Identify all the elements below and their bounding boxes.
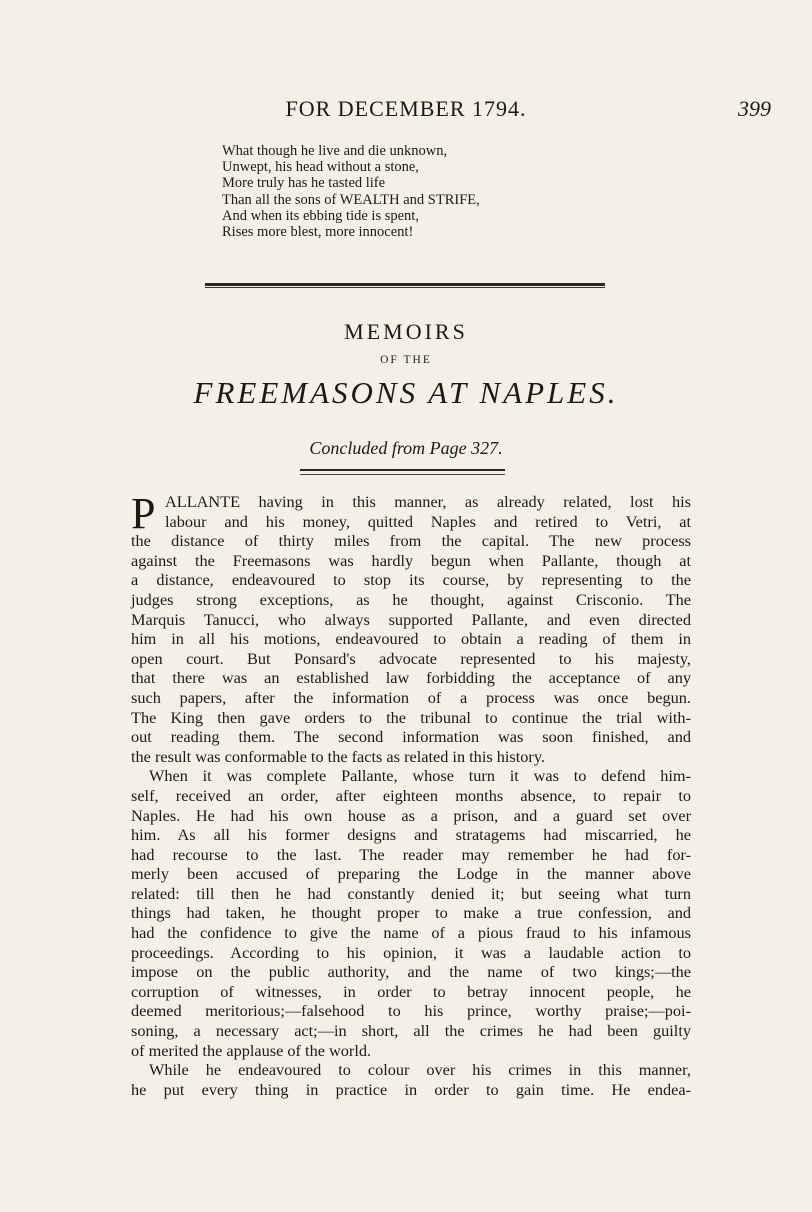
section-divider-thin [205, 287, 605, 288]
text-line: impose on the public authority, and the name of two kings;—the [131, 962, 691, 982]
article-title-of-the: OF THE [380, 354, 432, 366]
text-line: labour and his money, quitted Naples and retired to Vetri, at [165, 511, 691, 531]
running-head: FOR DECEMBER 1794. [285, 96, 527, 121]
article-title-memoirs: MEMOIRS [344, 319, 468, 344]
section-divider [205, 283, 605, 286]
text-line: him. As all his former designs and stratagems had miscarried, he [131, 825, 691, 845]
text-line: the result was conformable to the facts as related in this history. [131, 746, 545, 766]
text-line: deemed meritorious;—falsehood to his prince, worthy praise;—poi- [131, 1001, 691, 1021]
text-line: related: till then he had constantly denied it; but seeing what turn [131, 883, 691, 903]
text-line: a distance, endeavoured to stop its course, by representing to the [131, 570, 691, 590]
text-line: Marquis Tanucci, who always supported Pallante, and even directed [131, 609, 691, 629]
poem-line: More truly has he tasted life [222, 175, 386, 192]
drop-cap: P [131, 489, 156, 538]
ornamental-rule [300, 469, 505, 471]
article-subtitle: Concluded from Page 327. [309, 438, 503, 458]
poem-line: Rises more blest, more innocent! [222, 224, 414, 241]
text-line: the distance of thirty miles from the capital. The new process [131, 531, 691, 551]
text-line: The King then gave orders to the tribunal to continue the trial with- [131, 707, 691, 727]
text-line: open court. But Ponsard's advocate represented to his majesty, [131, 648, 691, 668]
poem-line: Unwept, his head without a stone, [222, 159, 419, 176]
article-body [131, 489, 691, 1099]
text-line: ALLANTE having in this manner, as already related, lost his [165, 492, 691, 511]
article-title-main: FREEMASONS AT NAPLES. [193, 375, 619, 410]
poem-line: Than all the sons of WEALTH and STRIFE, [222, 191, 480, 208]
text-line: him in all his motions, endeavoured to obtain a reading of them in [131, 629, 691, 649]
text-line: judges strong exceptions, as he thought, against Crisconio. The [131, 589, 691, 609]
text-line: out reading them. The second information was soon finished, and [131, 727, 691, 747]
text-line: When it was complete Pallante, whose turn it was to defend him- [149, 766, 691, 786]
text-line: soning, a necessary act;—in short, all the crimes he had been guilty [131, 1021, 691, 1041]
text-line: such papers, after the information of a process was once begun. [131, 687, 691, 707]
poem-line: What though he live and die unknown, [222, 143, 448, 159]
text-line: against the Freemasons was hardly begun when Pallante, though at [131, 550, 691, 570]
text-line: merly been accused of preparing the Lodge in the manner above [131, 864, 691, 884]
ornamental-rule-thin [300, 474, 505, 475]
text-line: that there was an established law forbidding the acceptance of any [131, 668, 691, 688]
text-line: While he endeavoured to colour over his crimes in this manner, [149, 1060, 691, 1080]
text-line: Naples. He had his own house as a prison, and a guard set over [131, 805, 691, 825]
text-line: proceedings. According to his opinion, it was a laudable action to [131, 942, 691, 962]
text-line: had the confidence to give the name of a pious fraud to his infamous [131, 923, 691, 943]
poem-stanza [222, 143, 552, 240]
text-line: he put every thing in practice in order to gain time. He endea- [131, 1079, 691, 1099]
poem-line: And when its ebbing tide is spent, [222, 207, 419, 224]
text-line: things had taken, he thought proper to make a true confession, and [131, 903, 691, 923]
text-line: had recourse to the last. The reader may remember he had for- [131, 844, 691, 864]
text-line: self, received an order, after eighteen months absence, to repair to [131, 785, 691, 805]
text-line: of merited the applause of the world. [131, 1040, 372, 1060]
text-line: corruption of witnesses, in order to betray innocent people, he [131, 981, 691, 1001]
page-number: 399 [738, 96, 771, 121]
